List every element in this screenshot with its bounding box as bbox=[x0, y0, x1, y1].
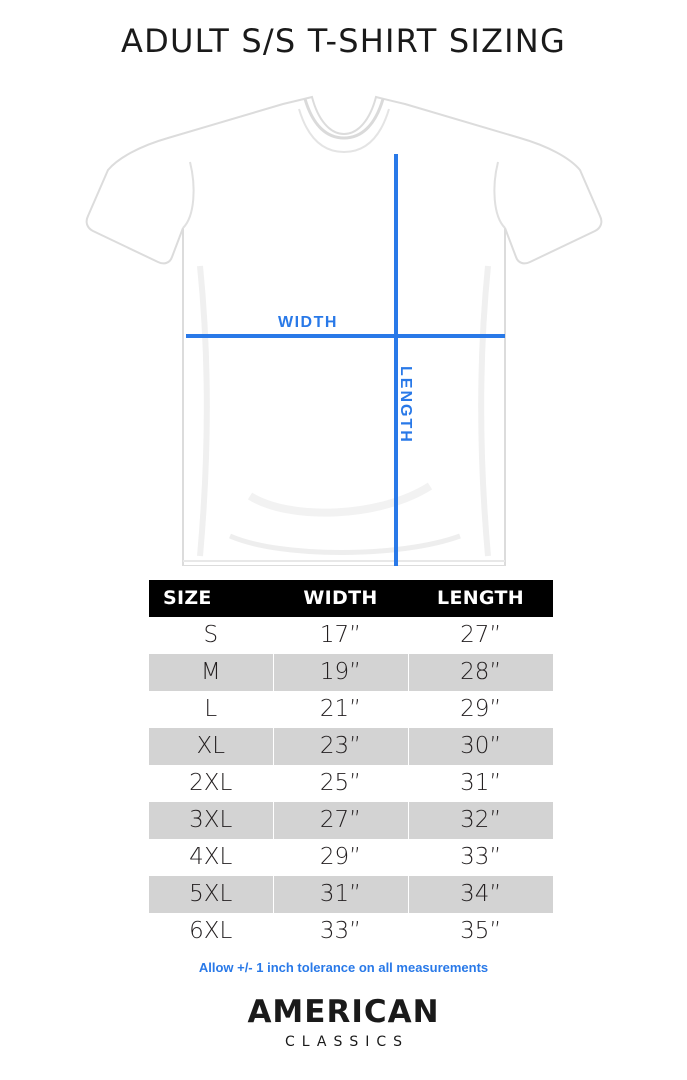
brand-tagline: CLASSICS bbox=[284, 1034, 410, 1050]
table-row bbox=[149, 765, 553, 802]
cell-size: L bbox=[149, 691, 273, 728]
cell-size: 5XL bbox=[149, 876, 273, 913]
cell-width: 17” bbox=[273, 617, 408, 654]
tolerance-note: Allow +/- 1 inch tolerance on all measurements bbox=[198, 960, 489, 975]
table-row bbox=[149, 802, 553, 839]
cell-width: 27” bbox=[273, 802, 408, 839]
cell-width: 19” bbox=[273, 654, 408, 691]
cell-width: 23” bbox=[273, 728, 408, 765]
size-table-container bbox=[149, 580, 539, 950]
table-row bbox=[149, 913, 553, 950]
size-table bbox=[149, 580, 553, 950]
cell-length: 33” bbox=[408, 839, 553, 876]
header-width: WIDTH bbox=[273, 580, 408, 617]
table-header-row bbox=[149, 580, 553, 617]
tshirt-diagram bbox=[0, 66, 687, 566]
table-row bbox=[149, 617, 553, 654]
width-label: WIDTH bbox=[278, 314, 338, 331]
size-table-head bbox=[149, 580, 553, 617]
cell-length: 34” bbox=[408, 876, 553, 913]
cell-width: 33” bbox=[273, 913, 408, 950]
cell-size: M bbox=[149, 654, 273, 691]
cell-width: 25” bbox=[273, 765, 408, 802]
cell-size: 2XL bbox=[149, 765, 273, 802]
cell-size: 3XL bbox=[149, 802, 273, 839]
cell-width: 31” bbox=[273, 876, 408, 913]
header-size: SIZE bbox=[149, 580, 273, 617]
header-length: LENGTH bbox=[408, 580, 553, 617]
cell-length: 29” bbox=[408, 691, 553, 728]
size-table-body bbox=[149, 617, 553, 950]
cell-length: 27” bbox=[408, 617, 553, 654]
cell-size: 4XL bbox=[149, 839, 273, 876]
cell-length: 35” bbox=[408, 913, 553, 950]
length-label: LENGTH bbox=[397, 366, 414, 444]
cell-length: 31” bbox=[408, 765, 553, 802]
cell-length: 28” bbox=[408, 654, 553, 691]
table-row bbox=[149, 876, 553, 913]
cell-size: S bbox=[149, 617, 273, 654]
table-row bbox=[149, 728, 553, 765]
table-row bbox=[149, 654, 553, 691]
tshirt-illustration bbox=[0, 66, 687, 566]
page-title: ADULT S/S T-SHIRT SIZING bbox=[121, 22, 566, 60]
table-row bbox=[149, 839, 553, 876]
cell-size: XL bbox=[149, 728, 273, 765]
cell-length: 32” bbox=[408, 802, 553, 839]
brand-name: AMERICAN bbox=[247, 994, 440, 1030]
brand-logo bbox=[0, 994, 687, 1050]
cell-size: 6XL bbox=[149, 913, 273, 950]
table-row bbox=[149, 691, 553, 728]
cell-width: 21” bbox=[273, 691, 408, 728]
cell-width: 29” bbox=[273, 839, 408, 876]
cell-length: 30” bbox=[408, 728, 553, 765]
